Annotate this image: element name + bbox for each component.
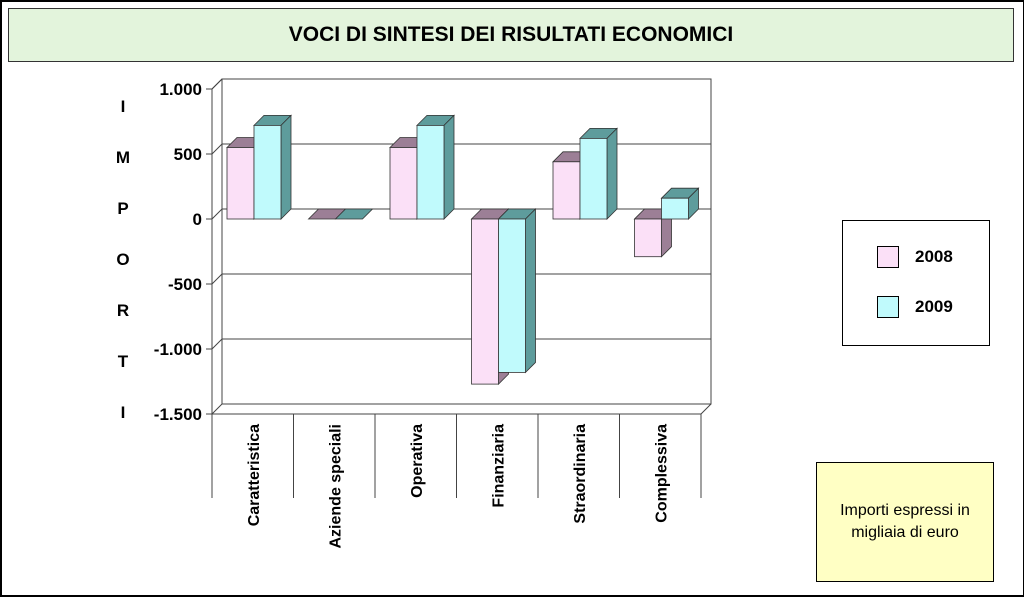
gridline-depth [212, 274, 222, 284]
x-tick-label: Operativa [408, 424, 426, 498]
units-note: Importi espressi in migliaia di euro [816, 462, 994, 582]
x-tick-label: Straordinaria [571, 424, 589, 524]
x-tick-label: Aziende speciali [327, 424, 345, 549]
legend-item-2009 [877, 296, 953, 318]
gridline-depth [212, 404, 222, 414]
y-tick-label: 0 [192, 210, 202, 229]
gridline-depth [212, 339, 222, 349]
bar-2008 [227, 148, 254, 220]
x-tick-label: Finanziaria [490, 424, 508, 508]
axis-corner [212, 79, 222, 89]
bar-2009 [254, 125, 281, 219]
y-tick-label: -1.000 [153, 340, 202, 359]
legend-label-2009: 2009 [915, 297, 953, 316]
bar-2009 [417, 125, 444, 219]
legend-label-2008: 2008 [915, 247, 953, 266]
y-tick-label: -500 [167, 275, 202, 294]
gridline-depth [212, 209, 222, 219]
legend-swatch-2009 [877, 296, 899, 318]
bar-2008 [390, 148, 417, 220]
bar-2008 [553, 162, 580, 219]
bar-2009 [499, 219, 526, 372]
y-label-letter: R [116, 301, 130, 320]
y-label-letter: M [115, 148, 131, 167]
legend [842, 220, 990, 346]
y-label-letter: P [117, 199, 129, 218]
x-tick-label: Complessiva [653, 424, 671, 523]
floor-edge [701, 404, 711, 414]
y-label-letter: I [120, 403, 126, 422]
y-tick-label: 1.000 [159, 80, 202, 99]
y-label-letter: T [117, 352, 129, 371]
bar-side-2009 [526, 209, 536, 372]
bar-2009 [662, 198, 689, 219]
bar-2009 [580, 138, 607, 219]
y-tick-label: 500 [173, 145, 202, 164]
bar-side-2009 [281, 115, 291, 219]
y-label-letter: O [116, 250, 130, 269]
y-tick-label: -1.500 [153, 405, 202, 424]
bar-2008 [472, 219, 499, 384]
bar-2008 [635, 219, 662, 257]
gridline-depth [212, 144, 222, 154]
x-tick-label: Caratteristica [245, 424, 263, 527]
bar-side-2009 [444, 115, 454, 219]
y-label-letter: I [120, 97, 126, 116]
legend-swatch-2008 [877, 246, 899, 268]
legend-item-2008 [877, 246, 953, 268]
chart-title: VOCI DI SINTESI DEI RISULTATI ECONOMICI [8, 8, 1014, 62]
bar-side-2009 [607, 128, 617, 219]
